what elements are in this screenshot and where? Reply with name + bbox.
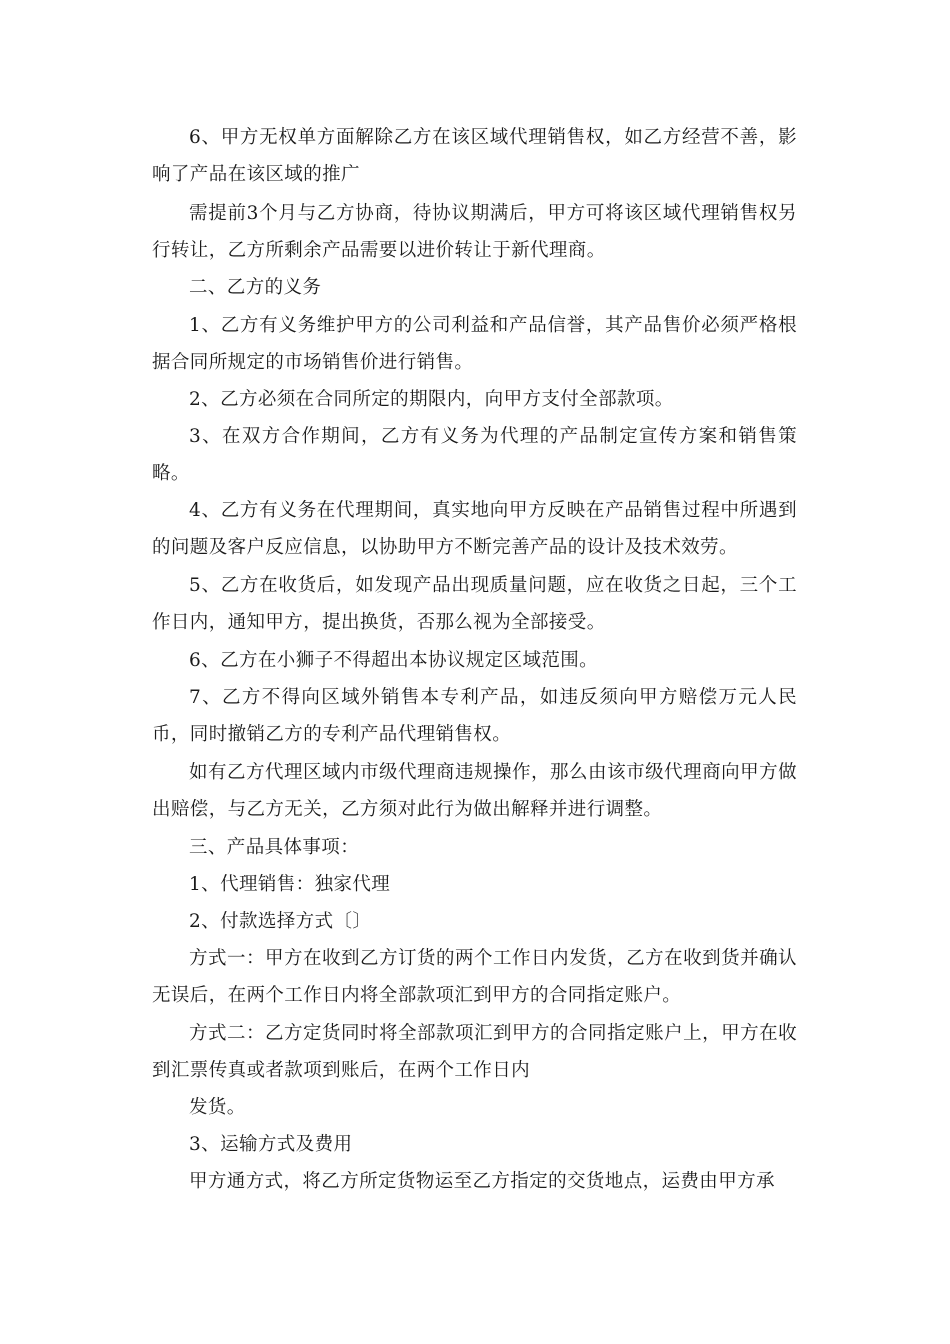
section-heading-3: 三、产品具体事项： [189, 837, 360, 858]
paragraph-15: 发货。 [189, 1097, 246, 1118]
section-heading-2: 二、乙方的义务 [189, 277, 322, 298]
paragraph-7: 5、乙方在收货后，如发现产品出现质量问题，应在收货之日起，三个工作日内，通知甲方，提出换货，否那么视为全部接受。 [152, 575, 797, 633]
paragraph-3: 1、乙方有义务维护甲方的公司利益和产品信誉，其产品售价必须严格根据合同所规定的市场销售价进行销售。 [152, 315, 797, 373]
paragraph-10: 如有乙方代理区域内市级代理商违规操作，那么由该市级代理商向甲方做出赔偿，与乙方无关，乙方须对此行为做出解释并进行调整。 [152, 762, 797, 820]
paragraph-5: 3、在双方合作期间，乙方有义务为代理的产品制定宣传方案和销售策略。 [152, 426, 797, 484]
paragraph-11: 1、代理销售：独家代理 [189, 874, 391, 895]
paragraph-9: 7、乙方不得向区域外销售本专利产品，如违反须向甲方赔偿万元人民币，同时撤销乙方的专利产品代理销售权。 [152, 687, 797, 745]
paragraph-4: 2、乙方必须在合同所定的期限内，向甲方支付全部款项。 [189, 389, 674, 410]
paragraph-17: 甲方通方式，将乙方所定货物运至乙方指定的交货地点，运费由甲方承 [189, 1171, 775, 1192]
paragraph-13: 方式一：甲方在收到乙方订货的两个工作日内发货，乙方在收到货并确认无误后，在两个工作日内将全部款项汇到甲方的合同指定账户。 [152, 948, 797, 1006]
paragraph-14: 方式二：乙方定货同时将全部款项汇到甲方的合同指定账户上，甲方在收到汇票传真或者款项到账后，在两个工作日内 [152, 1023, 797, 1081]
paragraph-12: 2、付款选择方式〔〕 [189, 911, 372, 932]
paragraph-16: 3、运输方式及费用 [189, 1134, 353, 1155]
paragraph-1: 6、甲方无权单方面解除乙方在该区域代理销售权，如乙方经营不善，影响了产品在该区域的推广 [152, 127, 797, 185]
paragraph-2: 需提前3个月与乙方协商，待协议期满后，甲方可将该区域代理销售权另行转让，乙方所剩余产品需要以进价转让于新代理商。 [152, 203, 797, 261]
paragraph-6: 4、乙方有义务在代理期间，真实地向甲方反映在产品销售过程中所遇到的问题及客户反应信息，以协助甲方不断完善产品的设计及技术效劳。 [152, 500, 797, 558]
paragraph-8: 6、乙方在小狮子不得超出本协议规定区域范围。 [189, 650, 599, 671]
